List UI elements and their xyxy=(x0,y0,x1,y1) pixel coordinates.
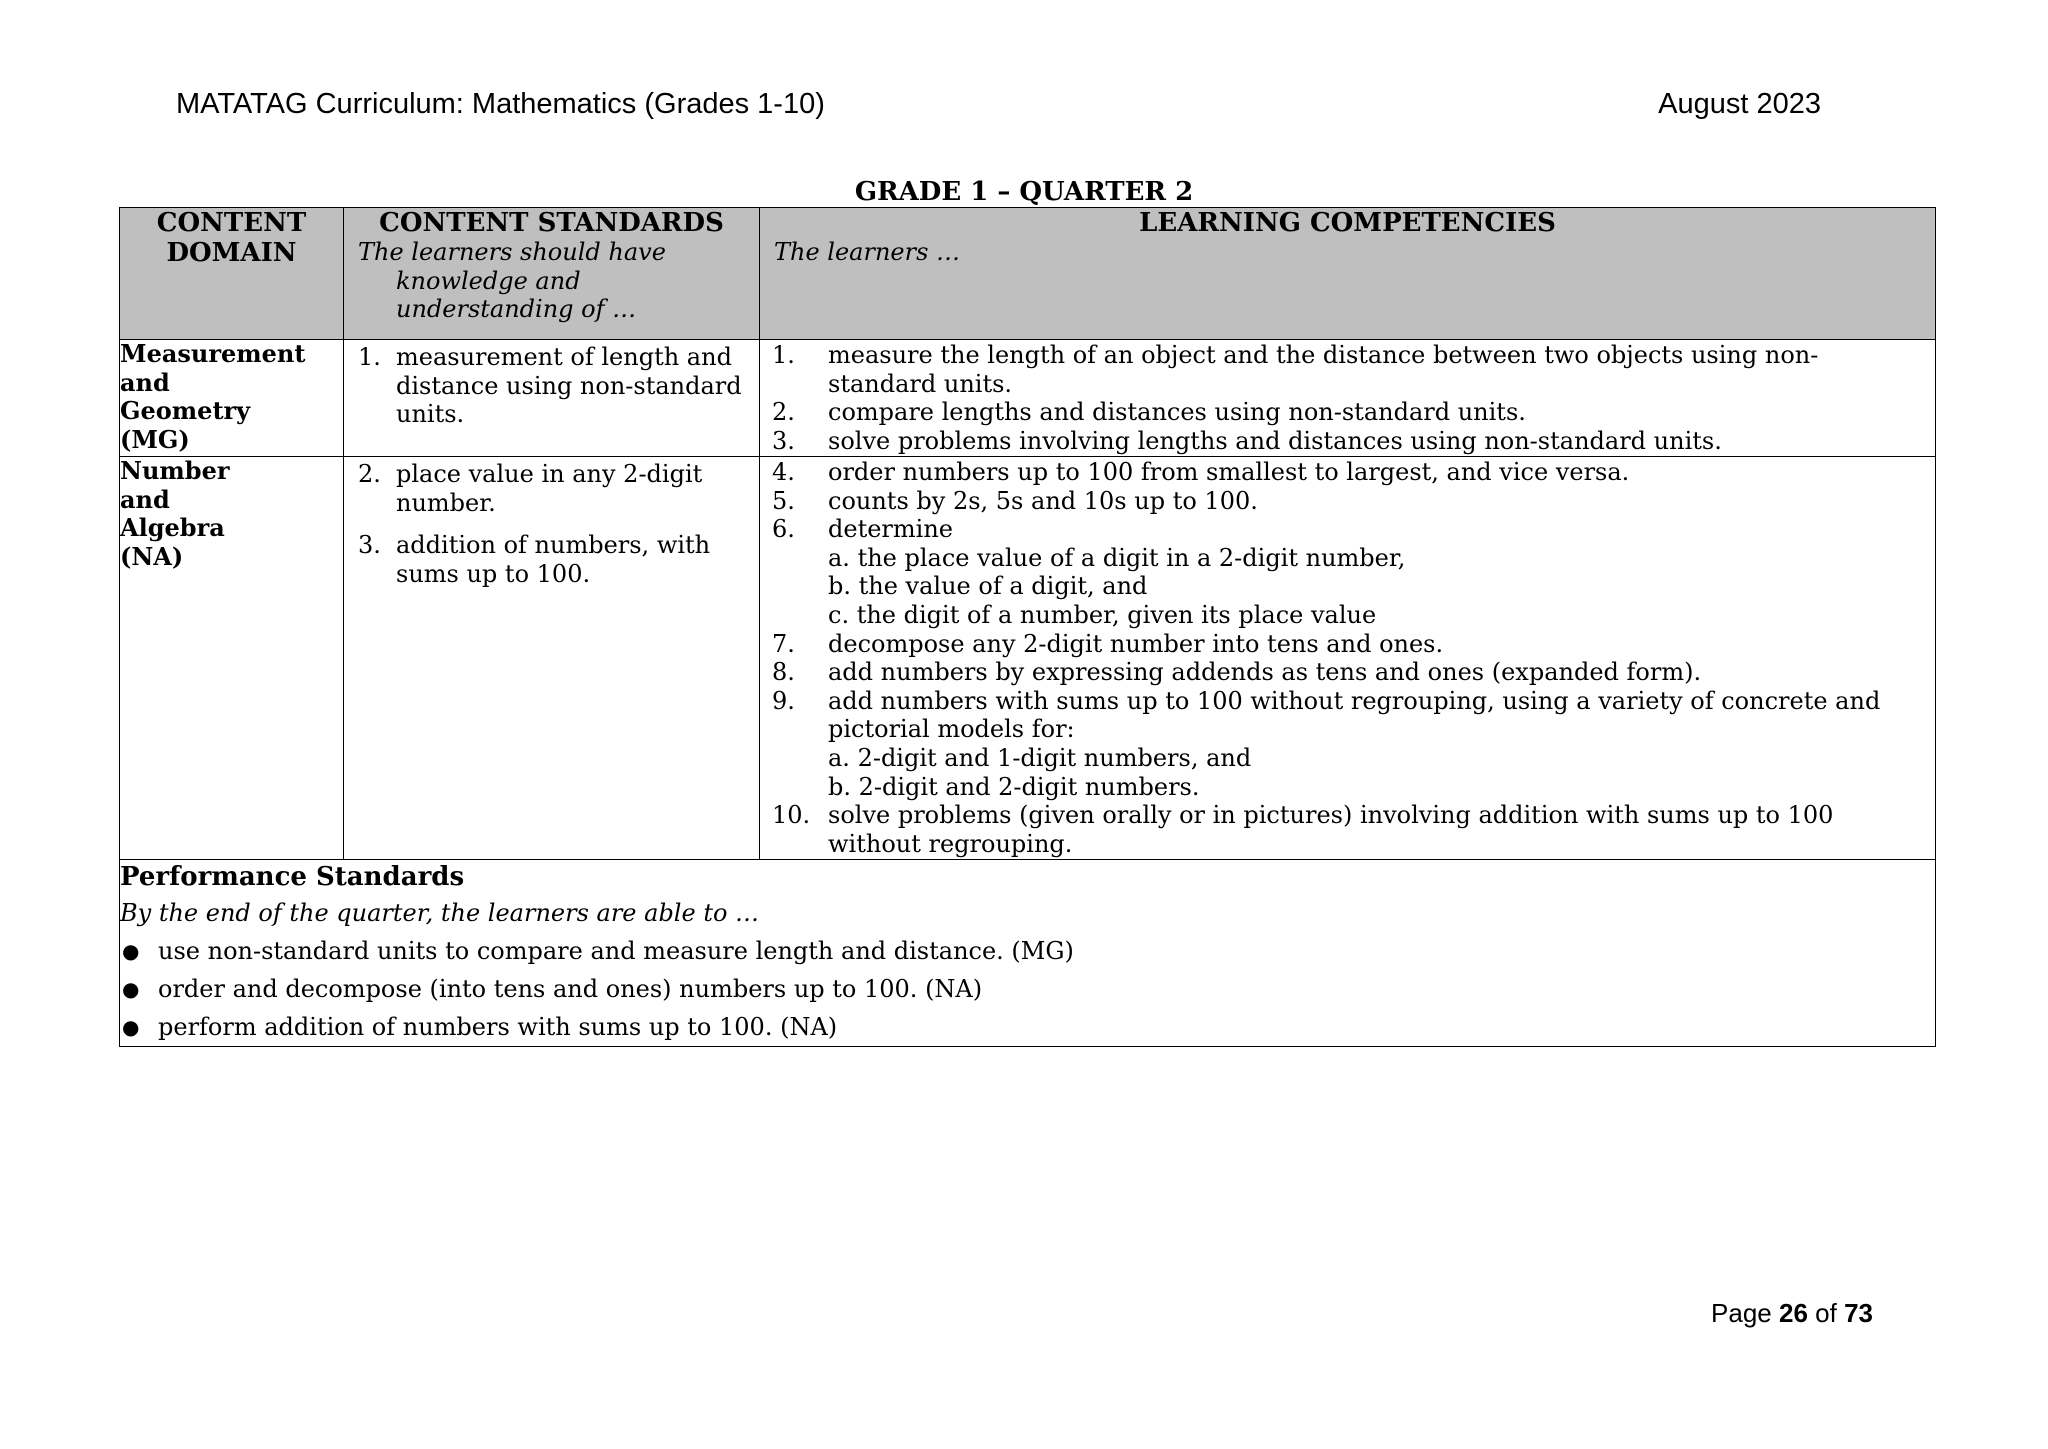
competency-number: 1. xyxy=(772,341,795,369)
table-header-row xyxy=(120,208,1936,340)
content-standards-subtitle-line2: knowledge and xyxy=(396,266,581,295)
competency-subitem: a. 2-digit and 1-digit numbers, and xyxy=(828,743,1252,772)
content-standards-subtitle-line3: understanding of … xyxy=(396,295,637,324)
competency-text: compare lengths and distances using non-standard units. xyxy=(828,398,1526,427)
domain-line: and xyxy=(120,367,170,397)
domain-cell-na xyxy=(120,457,344,860)
competency-number: 3. xyxy=(772,426,795,455)
competency-text: solve problems (given orally or in pictures) involving addition with sums up to 100 without regrouping. xyxy=(828,801,1834,858)
learning-competencies-subtitle: The learners … xyxy=(774,238,961,266)
standard-number: 2. xyxy=(358,460,381,488)
bullet-icon: ● xyxy=(122,939,140,963)
competency-item xyxy=(772,801,1923,858)
competency-text: solve problems involving lengths and distances using non-standard units. xyxy=(828,426,1722,455)
competency-item xyxy=(772,658,1923,687)
performance-standards-title: Performance Standards xyxy=(120,862,465,892)
competency-item xyxy=(772,427,1923,456)
competency-text: decompose any 2-digit number into tens and ones. xyxy=(828,629,1444,658)
performance-item-text: use non-standard units to compare and measure length and distance. (MG) xyxy=(158,937,1074,965)
standards-cell-na xyxy=(344,457,760,860)
competency-number: 8. xyxy=(772,658,795,687)
competency-number: 5. xyxy=(772,486,795,515)
standard-item xyxy=(358,531,751,588)
standards-list xyxy=(344,340,759,429)
standards-cell-mg xyxy=(344,340,760,457)
competency-number: 4. xyxy=(772,458,795,486)
competency-subitem: a. the place value of a digit in a 2-digit number, xyxy=(828,543,1406,572)
competency-number: 7. xyxy=(772,629,795,658)
competency-item xyxy=(772,630,1923,659)
standard-text: place value in any 2-digit number. xyxy=(396,460,703,517)
page-word: Page xyxy=(1711,1298,1772,1328)
competency-number: 6. xyxy=(772,515,795,544)
competency-number: 10. xyxy=(772,801,811,830)
content-standards-title: CONTENT STANDARDS xyxy=(379,208,724,238)
performance-item xyxy=(120,932,1935,970)
competency-number: 9. xyxy=(772,686,795,715)
performance-item xyxy=(120,1008,1935,1046)
competency-text: add numbers with sums up to 100 without regrouping, using a variety of concrete and pictorial models for: xyxy=(828,686,1881,744)
domain-line: Number xyxy=(120,456,230,485)
content-domain-title-line1: CONTENT xyxy=(156,208,307,238)
performance-standards-list xyxy=(120,932,1935,1046)
competency-subitem: c. the digit of a number, given its place value xyxy=(828,600,1377,629)
standard-text: measurement of length and distance using non-standard units. xyxy=(396,343,742,429)
performance-standards-cell xyxy=(120,860,1936,1047)
learning-competencies-title: LEARNING COMPETENCIES xyxy=(1139,208,1556,238)
content-standards-subtitle xyxy=(344,238,759,324)
competencies-cell-mg xyxy=(760,340,1936,457)
competency-text: measure the length of an object and the distance between two objects using non-standard units. xyxy=(828,341,1819,398)
competency-text: order numbers up to 100 from smallest to largest, and vice versa. xyxy=(828,458,1630,486)
competency-subitem: b. the value of a digit, and xyxy=(828,572,1148,601)
page-number xyxy=(1711,1297,1873,1329)
table-title: GRADE 1 – QUARTER 2 xyxy=(854,177,1194,207)
domain-line: Geometry xyxy=(120,396,251,426)
table-row-mg xyxy=(120,340,1936,457)
domain-line: (NA) xyxy=(120,541,184,571)
domain-cell-mg xyxy=(120,340,344,457)
domain-line: Algebra xyxy=(120,513,225,543)
standard-item xyxy=(358,460,751,517)
content-domain-header xyxy=(120,208,344,340)
bullet-icon: ● xyxy=(122,1015,140,1039)
standards-list xyxy=(344,457,759,588)
domain-line: Measurement xyxy=(120,339,306,368)
page-total: 73 xyxy=(1844,1298,1873,1328)
competency-subitem: b. 2-digit and 2-digit numbers. xyxy=(828,772,1200,801)
competencies-list xyxy=(760,457,1935,858)
learning-competencies-header xyxy=(760,208,1936,340)
competencies-cell-na xyxy=(760,457,1936,860)
performance-standards-row xyxy=(120,860,1936,1047)
domain-line: and xyxy=(120,484,170,514)
content-domain-title-line2: DOMAIN xyxy=(166,238,297,268)
page-of: of xyxy=(1815,1298,1837,1328)
content-standards-header xyxy=(344,208,760,340)
performance-item-text: order and decompose (into tens and ones) numbers up to 100. (NA) xyxy=(158,975,983,1003)
competency-item xyxy=(772,515,1923,629)
competency-item xyxy=(772,687,1923,801)
page-current: 26 xyxy=(1779,1298,1808,1328)
standard-number: 1. xyxy=(358,343,381,371)
table-row-na xyxy=(120,457,1936,860)
curriculum-table xyxy=(119,207,1936,1047)
standard-text: addition of numbers, with sums up to 100. xyxy=(396,531,711,588)
performance-item xyxy=(120,970,1935,1008)
competency-text: counts by 2s, 5s and 10s up to 100. xyxy=(828,486,1258,515)
performance-item-text: perform addition of numbers with sums up to 100. (NA) xyxy=(158,1013,838,1041)
competency-text: determine xyxy=(828,515,953,544)
document-header-date: August 2023 xyxy=(1658,88,1821,120)
performance-standards-intro: By the end of the quarter, the learners are able to … xyxy=(120,899,760,927)
competency-item xyxy=(772,341,1923,398)
standard-number: 3. xyxy=(358,531,381,560)
competency-item xyxy=(772,458,1923,487)
bullet-icon: ● xyxy=(122,977,140,1001)
standard-item xyxy=(358,343,751,429)
competency-item xyxy=(772,398,1923,427)
document-header-title: MATATAG Curriculum: Mathematics (Grades 1-10) xyxy=(176,88,825,120)
competency-number: 2. xyxy=(772,398,795,427)
competency-item xyxy=(772,487,1923,516)
competency-text: add numbers by expressing addends as tens and ones (expanded form). xyxy=(828,658,1702,687)
domain-line: (MG) xyxy=(120,424,190,454)
competencies-list xyxy=(760,340,1935,455)
content-standards-subtitle-line1: The learners should have xyxy=(358,238,666,266)
